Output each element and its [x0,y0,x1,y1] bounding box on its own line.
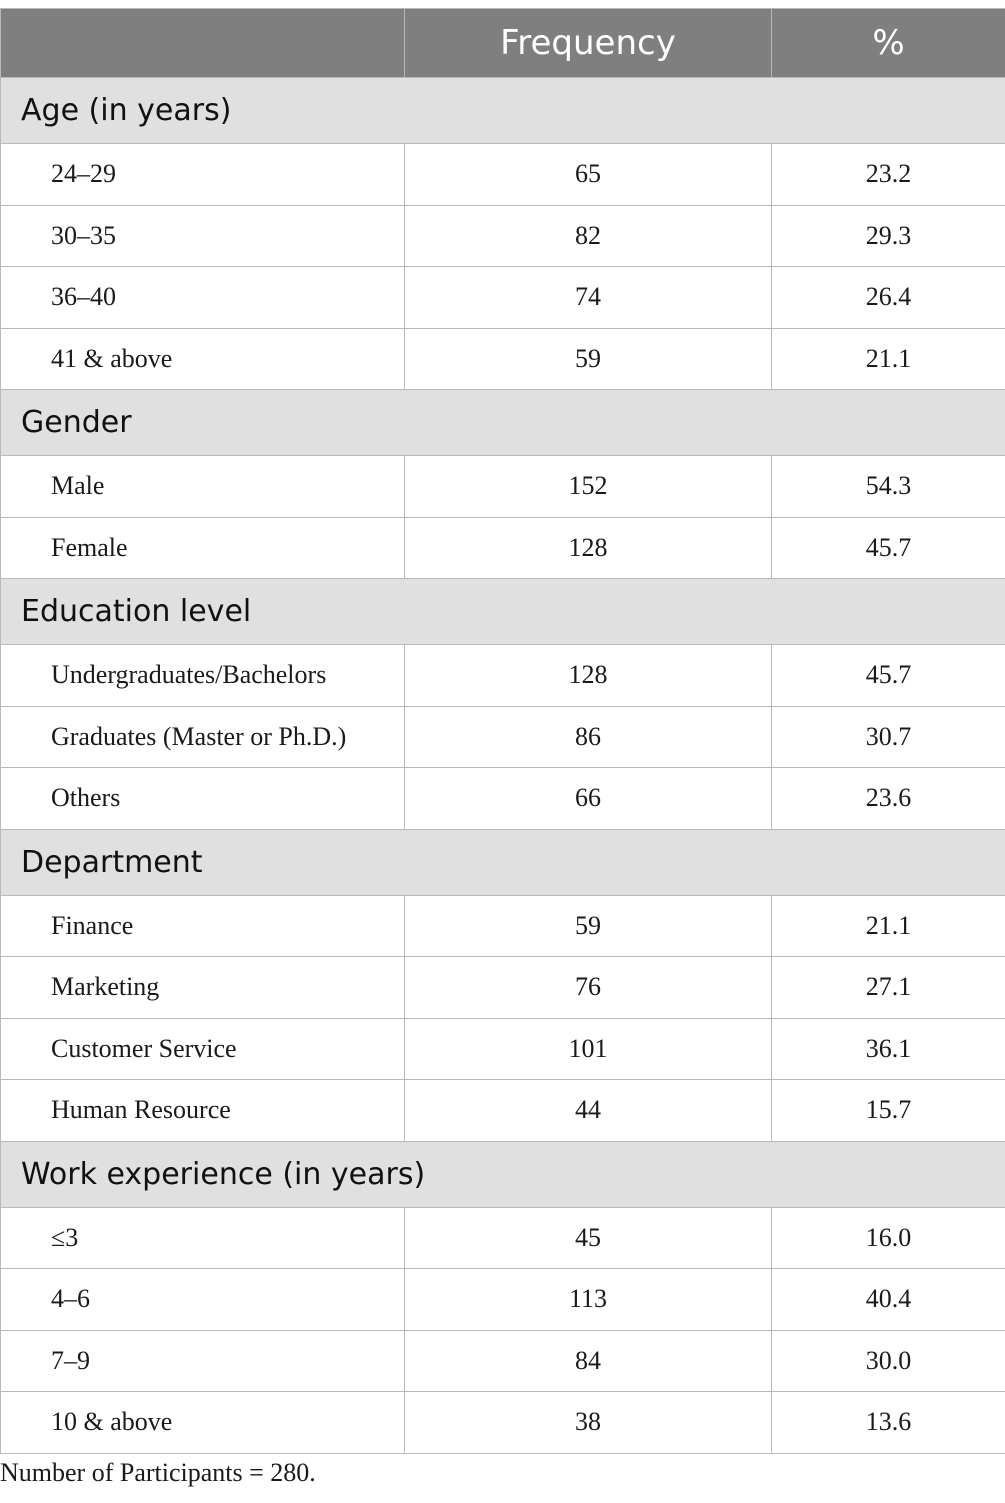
table-body [1,78,1005,1454]
header-frequency: Frequency [405,9,772,78]
group-header-row [1,390,1005,456]
row-percent: 29.3 [772,205,1005,267]
row-percent: 30.7 [772,706,1005,768]
table-row [1,144,1005,206]
row-label: Female [1,517,405,579]
group-title: Education level [1,579,1005,645]
group-header-row [1,1141,1005,1207]
row-percent: 45.7 [772,517,1005,579]
group-title: Age (in years) [1,78,1005,144]
table-row [1,645,1005,707]
row-frequency: 84 [405,1330,772,1392]
row-frequency: 152 [405,456,772,518]
table-footnote: Number of Participants = 280. [0,1458,316,1487]
row-label: Undergraduates/Bachelors [1,645,405,707]
row-frequency: 66 [405,768,772,830]
row-frequency: 76 [405,957,772,1019]
group-title: Gender [1,390,1005,456]
row-percent: 40.4 [772,1269,1005,1331]
table-header [1,9,1005,78]
row-percent: 27.1 [772,957,1005,1019]
row-label: 7–9 [1,1330,405,1392]
table-row [1,205,1005,267]
row-label: Customer Service [1,1018,405,1080]
table-row [1,1269,1005,1331]
header-category [1,9,405,78]
table-row [1,1207,1005,1269]
row-percent: 16.0 [772,1207,1005,1269]
row-percent: 45.7 [772,645,1005,707]
group-title: Work experience (in years) [1,1141,1005,1207]
row-label: ≤3 [1,1207,405,1269]
row-frequency: 128 [405,517,772,579]
table-row [1,1330,1005,1392]
table-row [1,706,1005,768]
row-frequency: 65 [405,144,772,206]
row-percent: 23.2 [772,144,1005,206]
row-frequency: 38 [405,1392,772,1454]
row-label: 10 & above [1,1392,405,1454]
table-row [1,1392,1005,1454]
row-percent: 23.6 [772,768,1005,830]
row-percent: 13.6 [772,1392,1005,1454]
row-label: 36–40 [1,267,405,329]
row-frequency: 86 [405,706,772,768]
table-row [1,1018,1005,1080]
row-percent: 26.4 [772,267,1005,329]
row-percent: 21.1 [772,328,1005,390]
group-header-row [1,579,1005,645]
table-row [1,328,1005,390]
row-frequency: 113 [405,1269,772,1331]
group-title: Department [1,829,1005,895]
row-label: 41 & above [1,328,405,390]
row-frequency: 59 [405,895,772,957]
row-percent: 36.1 [772,1018,1005,1080]
row-label: 24–29 [1,144,405,206]
demographics-table [0,8,1005,1454]
row-frequency: 45 [405,1207,772,1269]
row-percent: 30.0 [772,1330,1005,1392]
row-frequency: 44 [405,1080,772,1142]
group-header-row [1,78,1005,144]
table-row [1,957,1005,1019]
row-frequency: 101 [405,1018,772,1080]
row-label: Male [1,456,405,518]
header-row [1,9,1005,78]
group-header-row [1,829,1005,895]
row-label: 30–35 [1,205,405,267]
row-frequency: 128 [405,645,772,707]
table-row [1,768,1005,830]
table-row [1,517,1005,579]
header-percent: % [772,9,1005,78]
row-frequency: 82 [405,205,772,267]
row-frequency: 74 [405,267,772,329]
row-label: Finance [1,895,405,957]
row-label: Others [1,768,405,830]
row-percent: 54.3 [772,456,1005,518]
table-row [1,895,1005,957]
row-label: Graduates (Master or Ph.D.) [1,706,405,768]
row-label: Marketing [1,957,405,1019]
row-percent: 15.7 [772,1080,1005,1142]
table-row [1,267,1005,329]
row-percent: 21.1 [772,895,1005,957]
row-label: 4–6 [1,1269,405,1331]
table-row [1,456,1005,518]
row-label: Human Resource [1,1080,405,1142]
table-row [1,1080,1005,1142]
row-frequency: 59 [405,328,772,390]
